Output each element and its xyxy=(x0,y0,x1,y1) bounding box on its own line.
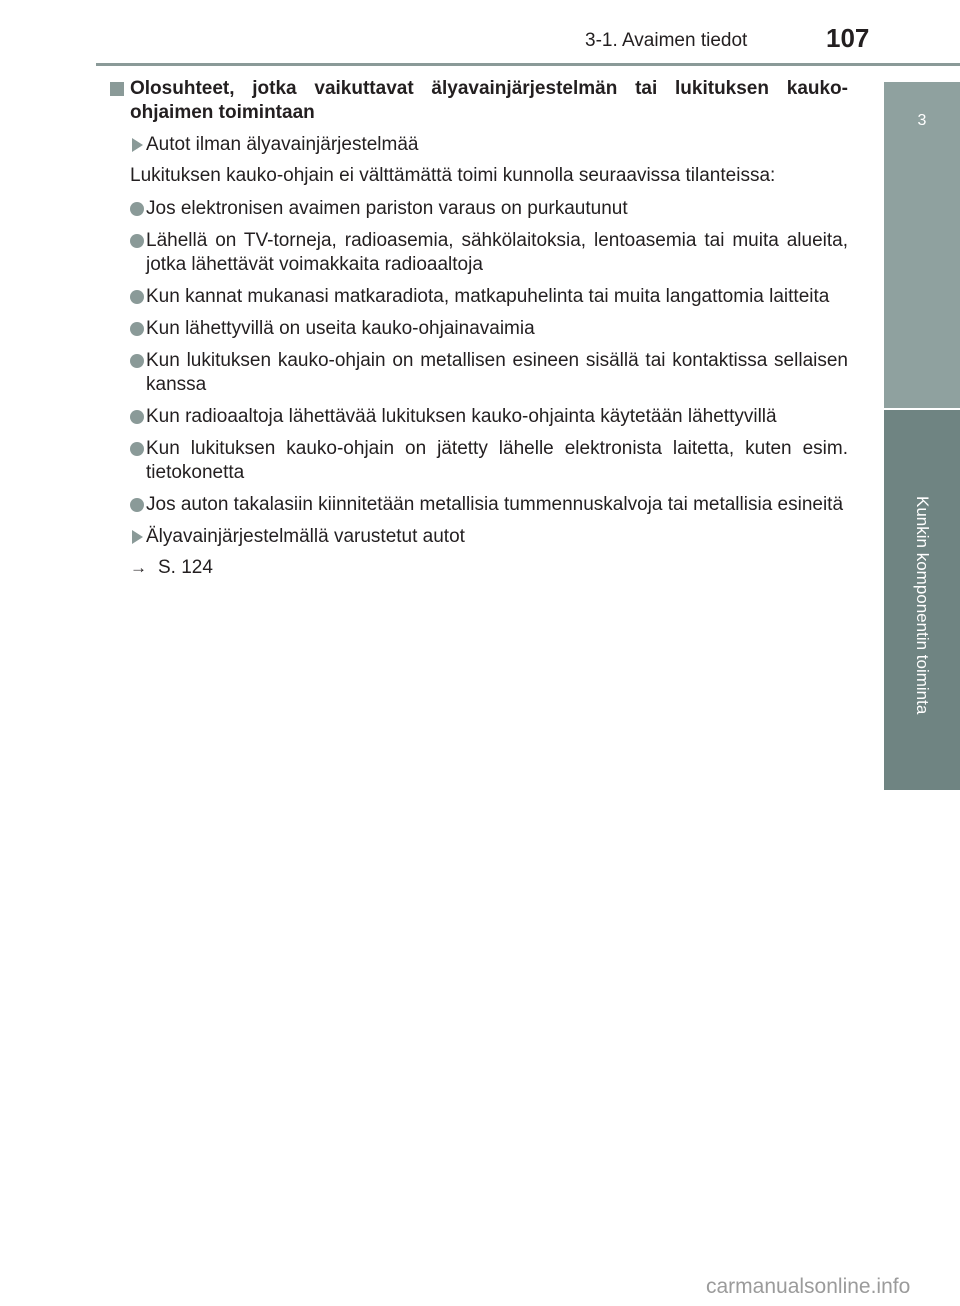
list-item xyxy=(110,317,848,341)
list-item xyxy=(110,437,848,485)
circle-bullet-icon xyxy=(130,290,144,304)
circle-bullet-icon xyxy=(130,354,144,368)
subheading-text: Autot ilman älyavainjärjestelmää xyxy=(146,134,419,155)
list-item-text: Jos auton takalasiin kiinnitetään metallisia tummennuskalvoja tai metallisia esineitä xyxy=(146,494,844,515)
circle-bullet-icon xyxy=(130,202,144,216)
list-item-text: Kun radioaaltoja lähettävää lukituksen kauko-ohjainta käytetään lähettyvillä xyxy=(146,406,777,427)
list-item xyxy=(110,229,848,277)
page-header xyxy=(0,0,960,64)
list-item-text: Kun lähettyvillä on useita kauko-ohjainavaimia xyxy=(146,318,535,339)
triangle-right-icon xyxy=(132,530,143,544)
circle-bullet-icon xyxy=(130,322,144,336)
list-item xyxy=(110,285,848,309)
chapter-number: 3 xyxy=(917,112,927,129)
section-title: 3-1. Avaimen tiedot xyxy=(585,30,748,51)
subheading-without-smart-key xyxy=(110,133,848,157)
page-number: 107 xyxy=(826,23,870,53)
chapter-title: Kunkin komponentin toiminta xyxy=(913,496,932,715)
list-item xyxy=(110,349,848,397)
list-item-text: Lähellä on TV-torneja, radioasemia, sähkölaitoksia, lentoasemia tai muita alueita, jotka lähettävät voimakkaita radioaaltoja xyxy=(146,230,848,275)
page-reference-text: S. 124 xyxy=(158,557,213,578)
list-item-text: Kun lukituksen kauko-ohjain on metallisen esineen sisällä tai kontaktissa sellaisen kanssa xyxy=(146,350,848,395)
section-heading xyxy=(110,77,848,125)
header-divider xyxy=(96,63,960,66)
subheading-with-smart-key xyxy=(110,525,848,549)
list-item-text: Kun lukituksen kauko-ohjain on jätetty lähelle elektronista laitetta, kuten esim. tietokonetta xyxy=(146,438,848,483)
circle-bullet-icon xyxy=(130,498,144,512)
triangle-right-icon xyxy=(132,138,143,152)
side-tab-label-box xyxy=(884,410,960,790)
arrow-right-icon: → xyxy=(130,558,147,577)
site-watermark: carmanualsonline.info xyxy=(706,1275,911,1298)
circle-bullet-icon xyxy=(130,442,144,456)
list-item xyxy=(110,405,848,429)
list-item xyxy=(110,493,848,517)
list-item-text: Kun kannat mukanasi matkaradiota, matkapuhelinta tai muita langattomia laitteita xyxy=(146,286,830,307)
subheading-text: Älyavainjärjestelmällä varustetut autot xyxy=(146,526,465,547)
square-bullet-icon xyxy=(110,82,124,96)
page-reference[interactable] xyxy=(110,556,848,580)
circle-bullet-icon xyxy=(130,410,144,424)
circle-bullet-icon xyxy=(130,234,144,248)
list-item-text: Jos elektronisen avaimen pariston varaus on purkautunut xyxy=(146,198,628,219)
section-heading-text: Olosuhteet, jotka vaikuttavat älyavainjärjestelmän tai lukituksen kauko-ohjaimen toimintaan xyxy=(130,78,848,123)
side-tab-chapter xyxy=(884,82,960,408)
list-item xyxy=(110,197,848,221)
intro-paragraph: Lukituksen kauko-ohjain ei välttämättä toimi kunnolla seuraavissa tilanteissa: xyxy=(130,165,776,186)
main-content xyxy=(110,77,848,580)
